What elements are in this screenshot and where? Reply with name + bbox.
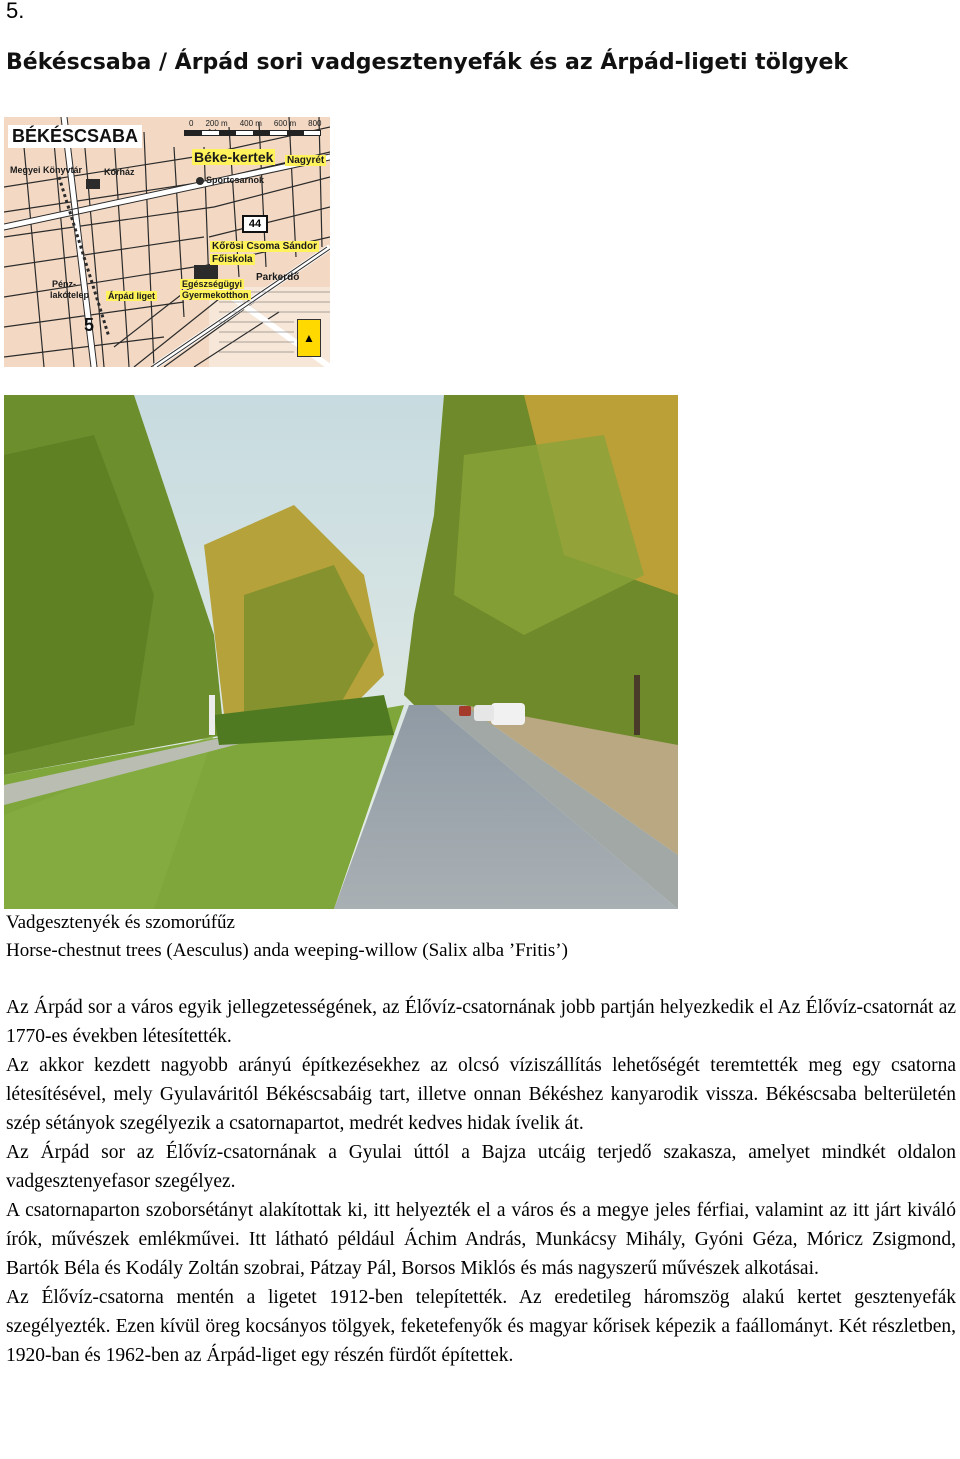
map-label-nagyret: Nagyrét bbox=[287, 155, 325, 166]
parked-car bbox=[491, 703, 525, 725]
map-label-korhaz: Kórház bbox=[104, 167, 135, 177]
page-number: 5. bbox=[6, 0, 25, 23]
map-label-lakotelep: lakótelep bbox=[50, 290, 90, 300]
photo-scene bbox=[4, 395, 678, 909]
parked-car bbox=[459, 706, 471, 716]
caption-english: Horse-chestnut trees (Aesculus) anda weeping-willow (Salix alba ’Fritis’) bbox=[6, 940, 568, 961]
compass-icon: ▲ bbox=[297, 319, 321, 357]
map-label-arpad-liget: Árpád liget bbox=[108, 291, 156, 301]
map-scale-bar bbox=[184, 130, 321, 136]
paragraph: Az Élővíz-csatorna mentén a ligetet 1912-ben telepítették. Az eredetileg háromszög alakú kertet gesztenyefák szegélyezték. Ezen kívül öreg kocsányos tölgyek, feketefenyők és magyar kőrisek képezik a faállományt. Két részletben, 1920-ban és 1962-ben az Árpád-liget egy részén fürdőt építettek. bbox=[6, 1287, 956, 1366]
page-title: Békéscsaba / Árpád sori vadgesztenyefák és az Árpád-ligeti tölgyek bbox=[6, 50, 848, 75]
map-label-egeszsegugyi: Egészségügyi bbox=[182, 279, 243, 289]
map-label-parkerdo: Parkerdő bbox=[256, 272, 300, 283]
map-label-korosi: Kőrösi Csoma Sándor bbox=[212, 241, 318, 252]
paragraph: Az Árpád sor az Élővíz-csatornának a Gyulai úttól a Bajza utcáig terjedő szakasza, amelyet mindkét oldalon vadgesztenyefasor szegélyez. bbox=[6, 1142, 956, 1192]
body-text bbox=[6, 993, 956, 1370]
map-label-foiskola: Főiskola bbox=[212, 254, 253, 265]
map-label-gyermekotthon: Gyermekotthon bbox=[182, 290, 249, 300]
paragraph: Az Árpád sor a város egyik jellegzetességének, az Élővíz-csatornának jobb partján helyezkedik el Az Élővíz-csatornát az 1770-es években létesítették. bbox=[6, 997, 956, 1047]
parked-car bbox=[474, 705, 494, 721]
photo-chestnut-avenue bbox=[4, 395, 678, 909]
map-scale: 0 200 m 400 m 600 m 800 bbox=[189, 119, 322, 128]
caption-hungarian: Vadgesztenyék és szomorúfűz bbox=[6, 912, 235, 933]
map-label-beke-kertek: Béke-kertek bbox=[194, 149, 274, 165]
map-label-penz: Pénz- bbox=[52, 279, 77, 289]
road-number-badge: 44 bbox=[242, 215, 268, 233]
location-map bbox=[4, 117, 330, 367]
site-marker-icon: 5 bbox=[84, 315, 95, 335]
paragraph: Az akkor kezdett nagyobb arányú építkezésekhez az olcsó víziszállítás lehetőségét teremtették meg egy csatorna létesítésével, mely Gyulaváritól Békéscsabáig tart, illetve onnan Békéshez kanyarodik vissza. Békéscsaba belterületén szép sétányok szegélyezik a csatornapartot, medrét kedves hidak ívelik át. bbox=[6, 1055, 956, 1134]
map-city-label: BÉKÉSCSABA bbox=[8, 125, 142, 148]
map-label-sportcsarnok: Sportcsarnok bbox=[206, 175, 265, 185]
paragraph: A csatornaparton szoborsétányt alakítottak ki, itt helyezték el a város és a megye jeles férfiai, valamint az itt járt kiváló írók, művészek emlékművei. Itt látható például Áchim András, Munkácsy Mihály, Gyóni Géza, Móricz Zsigmond, Bartók Béla és Kodály Zoltán szobrai, Pátzay Pál, Borsos Miklós és más nagyszerű művészek alkotásai. bbox=[6, 1200, 956, 1279]
map-label-megyei-konyvtar: Megyei Könyvtár bbox=[10, 165, 83, 175]
